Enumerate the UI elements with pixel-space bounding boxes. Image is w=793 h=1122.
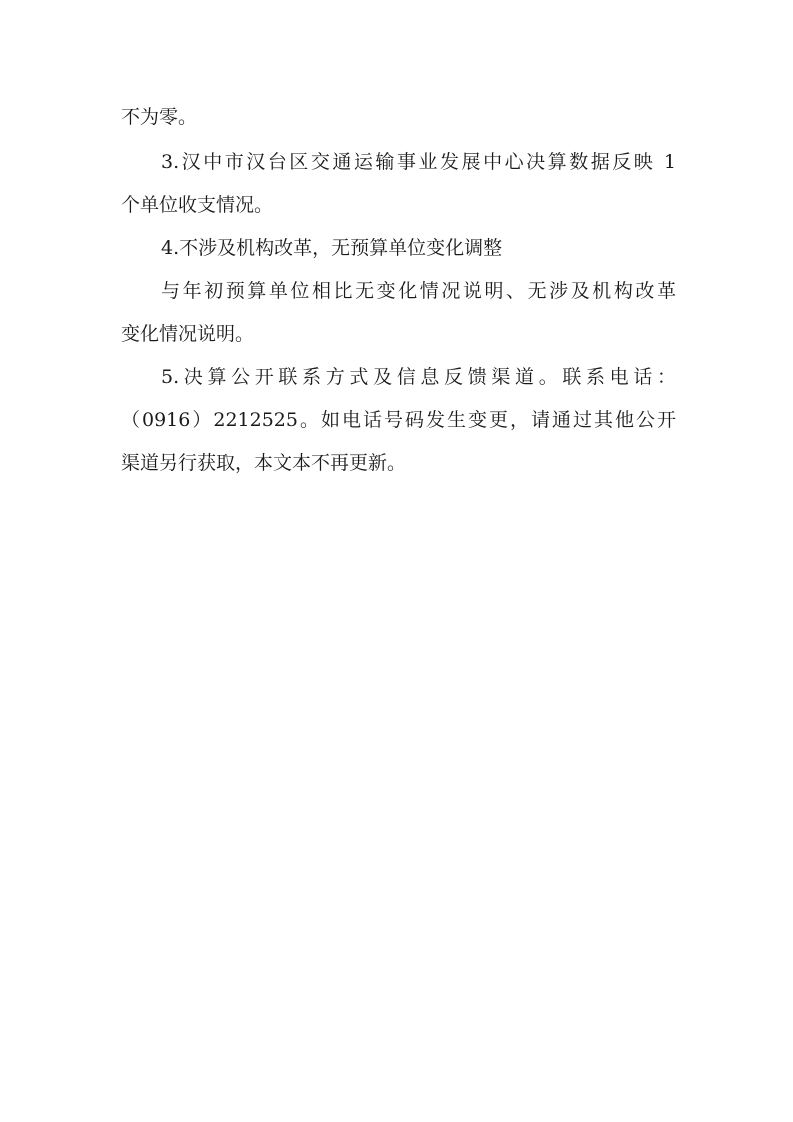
paragraph-5-line-3: 渠道另行获取，本文本不再更新。 xyxy=(121,452,407,474)
paragraph-4-heading: 4.不涉及机构改革，无预算单位变化调整 xyxy=(161,237,503,259)
paragraph-5-line-1: 5.决算公开联系方式及信息反馈渠道。联系电话： xyxy=(161,366,676,388)
paragraph-3-line-2: 个单位收支情况。 xyxy=(121,194,274,216)
paragraph-5-line-2: （0916）2212525。如电话号码发生变更，请通过其他公开 xyxy=(121,409,676,431)
paragraph-line-continuation: 不为零。 xyxy=(121,106,198,128)
paragraph-4-line-1: 与年初预算单位相比无变化情况说明、无涉及机构改革 xyxy=(161,280,676,302)
paragraph-4-line-2: 变化情况说明。 xyxy=(121,323,255,345)
paragraph-3-line-1: 3.汉中市汉台区交通运输事业发展中心决算数据反映 1 xyxy=(161,151,676,173)
